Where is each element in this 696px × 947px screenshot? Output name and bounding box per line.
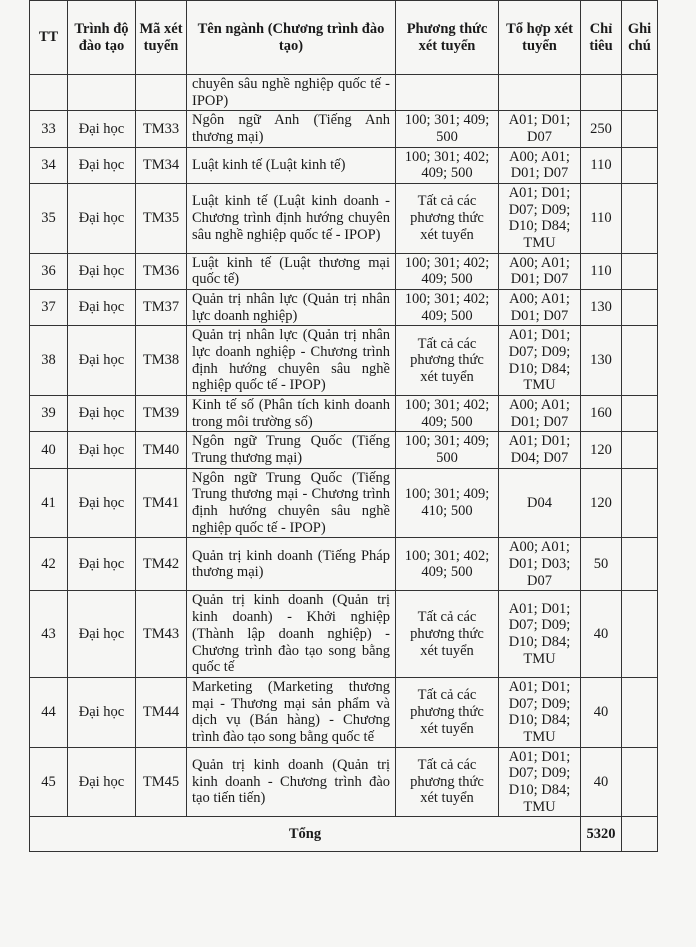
cell-quota: 250 [581, 111, 622, 147]
table-body [30, 75, 658, 817]
cell-note [622, 468, 658, 538]
cell-tt: 38 [30, 326, 68, 396]
cell-method: Tất cả các phương thức xét tuyển [396, 591, 499, 677]
cell-name: Ngôn ngữ Trung Quốc (Tiếng Trung thương mại - Chương trình định hướng chuyên sâu nghề nghiệp quốc tế - IPOP) [187, 468, 396, 538]
cell-name: Kinh tế số (Phân tích kinh doanh trong môi trường số) [187, 396, 396, 432]
cell-method: 100; 301; 402; 409; 500 [396, 538, 499, 591]
cell-code: TM36 [136, 253, 187, 289]
cell-combo: A01; D01; D07; D09; D10; D84; TMU [499, 184, 581, 254]
cell-name: chuyên sâu nghề nghiệp quốc tế - IPOP) [187, 75, 396, 111]
table-row [30, 747, 658, 817]
cell-note [622, 326, 658, 396]
cell-note [622, 396, 658, 432]
cell-quota: 120 [581, 468, 622, 538]
cell-method: 100; 301; 409; 500 [396, 111, 499, 147]
table-header-row [30, 1, 658, 75]
cell-tt: 37 [30, 290, 68, 326]
table-row [30, 253, 658, 289]
cell-combo: A01; D01; D07; D09; D10; D84; TMU [499, 677, 581, 747]
table-row [30, 290, 658, 326]
cell-quota: 110 [581, 184, 622, 254]
total-label: Tổng [30, 817, 581, 852]
cell-note [622, 184, 658, 254]
cell-name: Ngôn ngữ Anh (Tiếng Anh thương mại) [187, 111, 396, 147]
cell-name: Ngôn ngữ Trung Quốc (Tiếng Trung thương mại) [187, 432, 396, 468]
cell-note [622, 747, 658, 817]
table-row [30, 184, 658, 254]
cell-code: TM37 [136, 290, 187, 326]
cell-combo: D04 [499, 468, 581, 538]
cell-quota: 130 [581, 290, 622, 326]
cell-tt: 40 [30, 432, 68, 468]
cell-tt: 45 [30, 747, 68, 817]
cell-name: Luật kinh tế (Luật kinh doanh - Chương trình định hướng chuyên sâu nghề nghiệp quốc tế - IPOP) [187, 184, 396, 254]
cell-empty [68, 75, 136, 111]
cell-code: TM40 [136, 432, 187, 468]
cell-quota: 50 [581, 538, 622, 591]
cell-note [622, 591, 658, 677]
cell-combo: A00; A01; D01; D07 [499, 253, 581, 289]
cell-method: 100; 301; 402; 409; 500 [396, 147, 499, 183]
cell-empty [136, 75, 187, 111]
cell-combo: A01; D01; D07; D09; D10; D84; TMU [499, 326, 581, 396]
cell-note [622, 253, 658, 289]
total-note [622, 817, 658, 852]
total-quota: 5320 [581, 817, 622, 852]
cell-combo: A00; A01; D01; D07 [499, 147, 581, 183]
cell-name: Quản trị nhân lực (Quản trị nhân lực doanh nghiệp - Chương trình định hướng chuyên sâu nghề nghiệp quốc tế - IPOP) [187, 326, 396, 396]
cell-tt: 41 [30, 468, 68, 538]
cell-level: Đại học [68, 396, 136, 432]
cell-level: Đại học [68, 326, 136, 396]
cell-name: Luật kinh tế (Luật thương mại quốc tế) [187, 253, 396, 289]
cell-level: Đại học [68, 184, 136, 254]
cell-combo: A01; D01; D07; D09; D10; D84; TMU [499, 747, 581, 817]
cell-method: 100; 301; 409; 500 [396, 432, 499, 468]
total-row [30, 817, 658, 852]
cell-name: Quản trị kinh doanh (Quản trị kinh doanh - Chương trình đào tạo tiến tiến) [187, 747, 396, 817]
cell-name: Marketing (Marketing thương mại - Thương mại sản phẩm và dịch vụ (Bán hàng) - Chương trình đào tạo song bằng quốc tế [187, 677, 396, 747]
header-name: Tên ngành (Chương trình đào tạo) [187, 1, 396, 75]
cell-level: Đại học [68, 538, 136, 591]
cell-note [622, 432, 658, 468]
cell-method: Tất cả các phương thức xét tuyển [396, 184, 499, 254]
cell-combo: A01; D01; D04; D07 [499, 432, 581, 468]
cell-note [622, 677, 658, 747]
header-note: Ghi chú [622, 1, 658, 75]
header-method: Phương thức xét tuyển [396, 1, 499, 75]
cell-level: Đại học [68, 432, 136, 468]
cell-name: Luật kinh tế (Luật kinh tế) [187, 147, 396, 183]
cell-empty [499, 75, 581, 111]
table-row [30, 591, 658, 677]
cell-tt: 44 [30, 677, 68, 747]
table-row [30, 147, 658, 183]
cell-note [622, 290, 658, 326]
cell-name: Quản trị nhân lực (Quản trị nhân lực doanh nghiệp) [187, 290, 396, 326]
cell-code: TM39 [136, 396, 187, 432]
cell-level: Đại học [68, 290, 136, 326]
cell-method: Tất cả các phương thức xét tuyển [396, 326, 499, 396]
header-level: Trình độ đào tạo [68, 1, 136, 75]
cell-combo: A00; A01; D01; D07 [499, 290, 581, 326]
cell-tt: 39 [30, 396, 68, 432]
table-row [30, 326, 658, 396]
cell-code: TM41 [136, 468, 187, 538]
cell-code: TM44 [136, 677, 187, 747]
cell-tt: 33 [30, 111, 68, 147]
table-row [30, 677, 658, 747]
cell-note [622, 538, 658, 591]
cell-code: TM45 [136, 747, 187, 817]
cell-combo: A01; D01; D07; D09; D10; D84; TMU [499, 591, 581, 677]
cell-empty [622, 75, 658, 111]
table-row [30, 111, 658, 147]
cell-method: 100; 301; 409; 410; 500 [396, 468, 499, 538]
cell-level: Đại học [68, 591, 136, 677]
table-row [30, 538, 658, 591]
cell-code: TM34 [136, 147, 187, 183]
cell-quota: 160 [581, 396, 622, 432]
cell-name: Quản trị kinh doanh (Quản trị kinh doanh) - Khởi nghiệp (Thành lập doanh nghiệp) - Chương trình đào tạo song bằng quốc tế [187, 591, 396, 677]
cell-combo: A00; A01; D01; D03; D07 [499, 538, 581, 591]
cell-code: TM43 [136, 591, 187, 677]
cell-empty [581, 75, 622, 111]
cell-level: Đại học [68, 111, 136, 147]
header-tt: TT [30, 1, 68, 75]
cell-quota: 130 [581, 326, 622, 396]
table-row [30, 432, 658, 468]
cell-method: Tất cả các phương thức xét tuyển [396, 677, 499, 747]
cell-quota: 40 [581, 747, 622, 817]
cell-empty [30, 75, 68, 111]
cell-combo: A00; A01; D01; D07 [499, 396, 581, 432]
cell-quota: 120 [581, 432, 622, 468]
cell-tt: 34 [30, 147, 68, 183]
admissions-table [29, 0, 658, 852]
cell-tt: 43 [30, 591, 68, 677]
cell-level: Đại học [68, 253, 136, 289]
header-code: Mã xét tuyển [136, 1, 187, 75]
cell-level: Đại học [68, 747, 136, 817]
cell-note [622, 147, 658, 183]
cell-empty [396, 75, 499, 111]
cell-level: Đại học [68, 468, 136, 538]
cell-note [622, 111, 658, 147]
cell-tt: 42 [30, 538, 68, 591]
cell-method: 100; 301; 402; 409; 500 [396, 290, 499, 326]
cell-level: Đại học [68, 147, 136, 183]
header-combo: Tổ hợp xét tuyển [499, 1, 581, 75]
cell-code: TM42 [136, 538, 187, 591]
cell-method: 100; 301; 402; 409; 500 [396, 253, 499, 289]
cell-code: TM38 [136, 326, 187, 396]
continuation-row [30, 75, 658, 111]
table-row [30, 396, 658, 432]
cell-quota: 40 [581, 591, 622, 677]
cell-tt: 35 [30, 184, 68, 254]
cell-quota: 110 [581, 253, 622, 289]
cell-code: TM33 [136, 111, 187, 147]
table-row [30, 468, 658, 538]
cell-name: Quản trị kinh doanh (Tiếng Pháp thương mại) [187, 538, 396, 591]
cell-level: Đại học [68, 677, 136, 747]
header-quota: Chỉ tiêu [581, 1, 622, 75]
cell-tt: 36 [30, 253, 68, 289]
cell-method: 100; 301; 402; 409; 500 [396, 396, 499, 432]
cell-combo: A01; D01; D07 [499, 111, 581, 147]
cell-quota: 110 [581, 147, 622, 183]
cell-quota: 40 [581, 677, 622, 747]
cell-code: TM35 [136, 184, 187, 254]
cell-method: Tất cả các phương thức xét tuyển [396, 747, 499, 817]
